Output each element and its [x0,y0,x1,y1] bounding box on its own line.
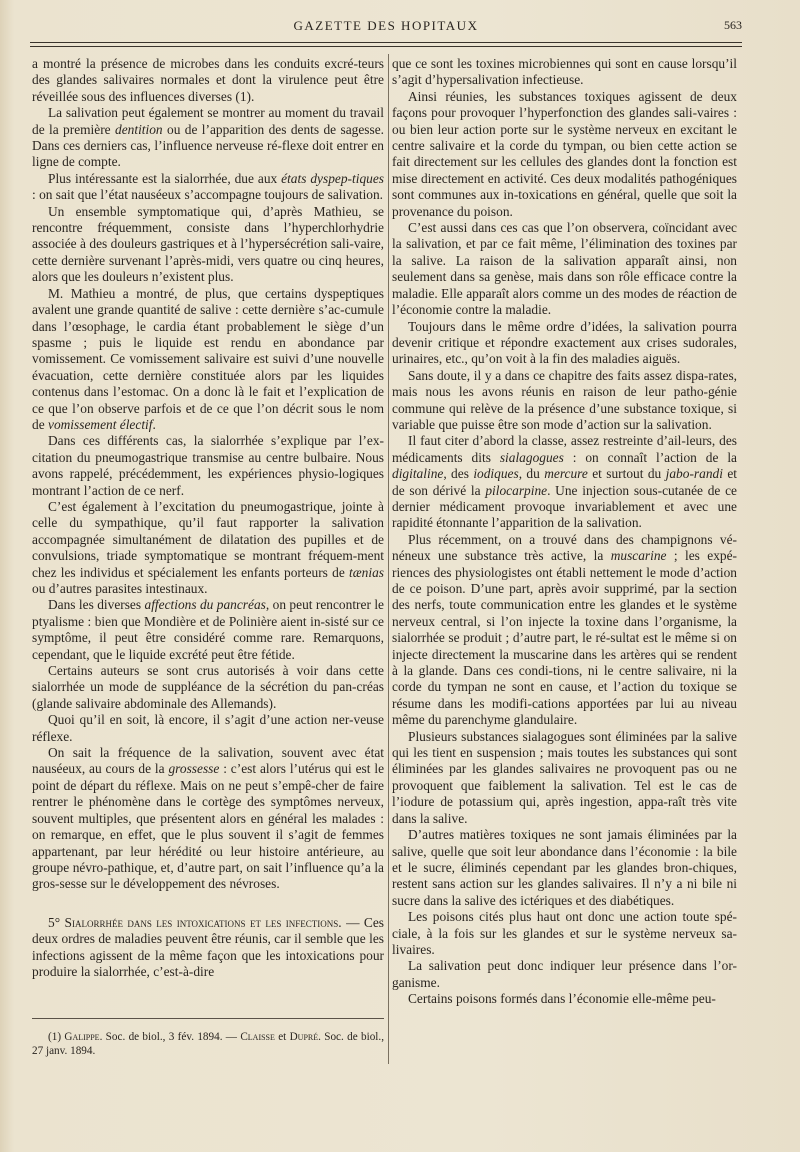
paragraph: Dans ces différents cas, la sialorrhée s’explique par l’ex-citation du pneumogastrique transmise au centre bulbaire. Nous avons rappelé, précédemment, les expériences physio-logiques montrant l’action de ce nerf. [32,433,384,498]
paragraph: Ainsi réunies, les substances toxiques agissent de deux façons pour provoquer l’hyperfonction des glandes sali-vaires : ou bien leur action porte sur le système nerveux en excitant le centre salivaire et la corde du tympan, ou bien cette action se fait directement sur les cellules des glandes dont la fonction est mise directement en activité. Ces deux modalités pathogéniques sont communes aux in-toxications en général, quelle que soit la provenance du poison. [392,88,737,219]
paragraph: M. Mathieu a montré, de plus, que certains dyspeptiques avalent une grande quantité de salive : cette dernière s’ac-cumule dans l’œsophage, le cardia étant probablement le siège d’un spasme ; puis le liquide est rendu en abondance par vomissement. Ce vomissement salivaire est suivi d’une nouvelle évacuation, cette dernière constituée alors par les liquides contenus dans l’estomac. On a donc là le fait et l’explication de ce que l’on observe parfois et de ce que l’on décrit sous le nom de vomissement électif. [32,285,384,432]
paragraph: que ce sont les toxines microbiennes qui sont en cause lorsqu’il s’agit d’hypersalivation infectieuse. [392,56,737,88]
footnote [32,1030,384,1058]
journal-title: GAZETTE DES HOPITAUX [293,18,479,33]
page-header [30,14,742,34]
footnote-text: (1) Galippe. Soc. de biol., 3 fév. 1894. — Claisse et Dupré. Soc. de biol., 27 janv. 1894. [32,1031,384,1057]
right-column [392,56,737,1008]
page-number: 563 [724,18,742,32]
paragraph: La salivation peut également se montrer au moment du travail de la première dentition ou de l’apparition des dents de sagesse. Dans ces derniers cas, l’influence nerveuse ré-flexe doit entrer en ligne de compte. [32,105,384,170]
paragraph: La salivation peut donc indiquer leur présence dans l’or-ganisme. [392,958,737,990]
paragraph: Certains poisons formés dans l’économie elle-même peu- [408,991,716,1007]
paragraph: Plus intéressante est la sialorrhée, due aux états dyspep-tiques : on sait que l’état nauséeux s’accompagne toujours de salivation. [32,170,384,203]
paragraph: C’est aussi dans ces cas que l’on observera, coïncidant avec la salivation, et par ce fait même, l’élimination des toxines par la salive. La raison de la salivation apparaît ainsi, non seulement dans sa genèse, mais dans son rôle efficace contre la maladie. Elle apparaît alors comme un des modes de réaction de l’économie contre la maladie. [392,220,737,318]
paragraph: On sait la fréquence de la salivation, souvent avec état nauséeux, au cours de la grossesse : c’est alors l’utérus qui est le point de départ du réflexe. Mais on ne peut s’empê-cher de faire rentrer le phénomène dans le cortège des symptômes nerveux, souvent multiples, que présentent alors en général les malades : on remarque, en effet, que le plus souvent il s’agit de femmes appartenant, par leur hérédité ou leur histoire antérieure, au groupe névro-pathique, et, d’autre part, on sait l’influence qu’a la gros-sesse sur le développement des névroses. [32,745,385,892]
paragraph: Sans doute, il y a dans ce chapitre des faits assez dispa-rates, mais nous les avons réunis en raison de leur patho-génie commune qui relève de la présence d’une substance toxique, si variable que puisse être son mode d’action sur la salivation. [392,367,737,432]
section-title: Sialorrhée dans les intoxications et les infections. [64,914,342,930]
left-column [32,56,384,980]
paragraph: Un ensemble symptomatique qui, d’après Mathieu, se rencontre fréquemment, consiste dans l’hyperchlorhydrie associée à des douleurs gastriques et à l’hypersécrétion sali-vaire, cette dernière survenant l’après-midi, vers quatre ou cinq heures, alors que les douleurs n’existent plus. [32,203,384,285]
paragraph: Toujours dans le même ordre d’idées, la salivation pourra devenir critique et répondre exactement aux crises sudorales, urinaires, etc., qu’on voit à la fin des maladies aiguës. [392,318,737,367]
header-rule-top [30,42,742,43]
section-heading-paragraph: 5° Sialorrhée dans les intoxications et les infections. — Ces deux ordres de maladies peuvent être réunis, car il semble que les infections agissent de la même façon que les intoxications pour produire la sialorrhée, c’est-à-dire [32,914,384,979]
paragraph: C’est également à l’excitation du pneumogastrique, jointe à celle du sympathique, qu’il faut rapporter la salivation accompagnée simultanément de dilatation des pupilles et de convulsions, triade symptomatique se montrant fréquem-ment chez les individus et spécialement les enfants porteurs de tænias ou d’autres parasites intestinaux. [32,498,384,596]
paragraph: Certains auteurs se sont crus autorisés à voir dans cette sialorrhée un mode de suppléance de la sécrétion du pan-créas (glande salivaire abdominale des Allemands). [32,663,384,711]
section-number: 5° [48,914,61,930]
paragraph: Les poisons cités plus haut ont donc une action toute spé-ciale, à la fois sur les glandes et sur le système nerveux sa-livaires. [392,909,737,957]
paragraph: Quoi qu’il en soit, là encore, il s’agit d’une action ner-veuse réflexe. [32,712,384,744]
paragraph: D’autres matières toxiques ne sont jamais éliminées par la salive, quelle que soit leur abondance dans l’économie : la bile et le sucre, éliminés cependant par les glandes bron-chiques, restent sans action sur les glandes salivaires. Il n’y a ni bile ni sucre dans la salive des ictériques et des diabétiques. [392,827,737,908]
column-divider [388,54,389,1064]
footnote-rule [32,1018,384,1019]
paragraph: Plus récemment, on a trouvé dans des champignons vé-néneux une substance très active, la muscarine ; les expé-riences des physiologistes ont établi nettement le mode d’action de ce poison. D’une part, après avoir supprimé, par la section des nerfs, toute communication entre les glandes et le système nerveux central, si l’on injecte la toxine dans l’organisme, la sialorrhée se produit ; d’autre part, le ré-sultat est le même si on injecte directement la muscarine dans les artères qui se rendent à la glande. Dans ces condi-tions, ni le centre salivaire, ni la corde du tympan ne sont en cause, et l’action du toxique se résume dans les modifi-cations apportées par lui au niveau même du parenchyme glandulaire. [392,531,737,728]
paragraph: Il faut citer d’abord la classe, assez restreinte d’ail-leurs, des médicaments dits sialagogues : on connaît l’action de la digitaline, des iodiques, du mercure et surtout du jabo-randi et de son dérivé la pilocarpine. Une injection sous-cutanée de ce dernier médicament provoque invariablement et avec une rapidité étonnante l’apparition de la salivation. [392,433,737,531]
paragraph: a montré la présence de microbes dans les conduits excré-teurs des glandes salivaires normales et dont la virulence peut être réveillée sous des influences diverses (1). [32,56,384,104]
header-rule-bottom [30,46,742,47]
paragraph: Dans les diverses affections du pancréas, on peut rencontrer le ptyalisme : bien que Mondière et de Polinière aient in-sisté sur ce symptôme, il peut être considéré comme rare. Remarquons, cependant, que le liquide excrété peut être fétide. [32,597,384,662]
paragraph: Plusieurs substances sialagogues sont éliminées par la salive qui les tient en suspension ; mais toutes les substances qui sont éliminées par les glandes salivaires ne provoquent pas ou ne provoquent que faiblement la salivation. Tel est le cas de l’iodure de potassium qui, après ingestion, appa-raît très vite dans la salive. [392,728,737,826]
